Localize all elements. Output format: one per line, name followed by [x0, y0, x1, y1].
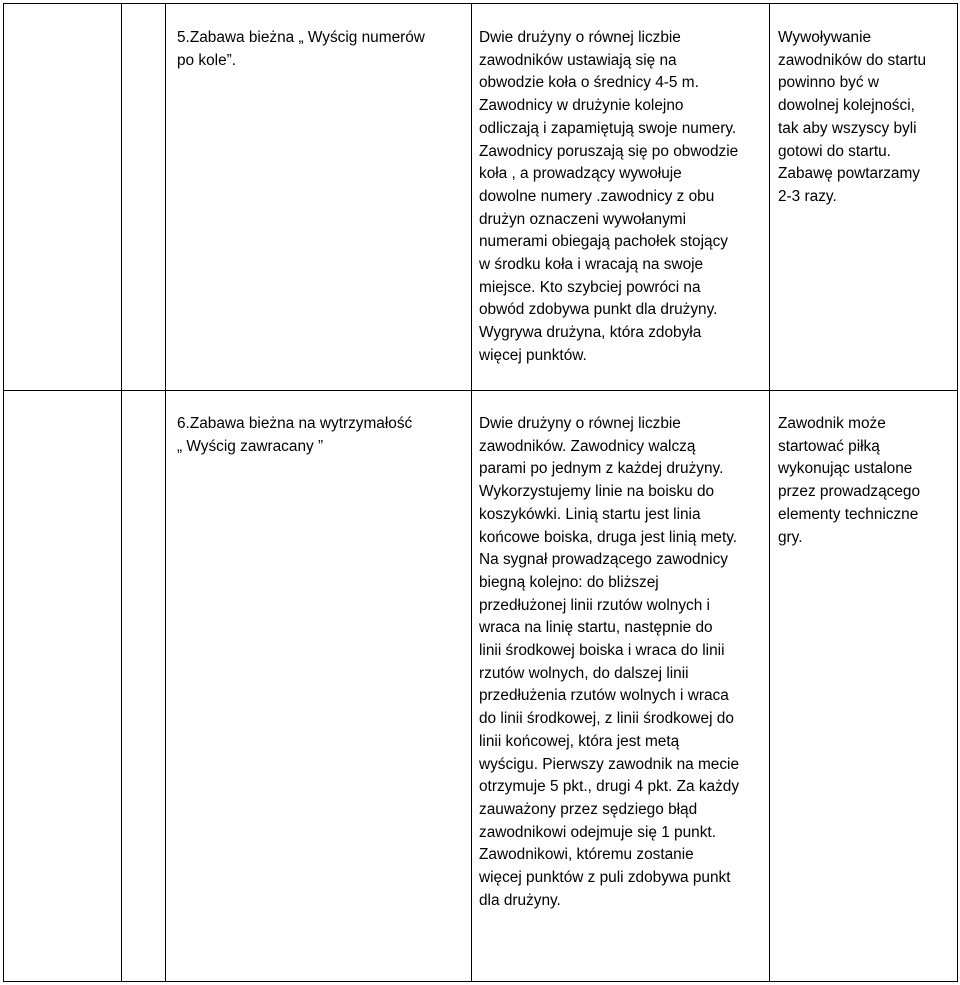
- table-top-border: [3, 3, 958, 4]
- column-divider-4: [769, 3, 770, 982]
- table-left-border: [3, 3, 4, 982]
- exercise-title: 6.Zabawa bieżna na wytrzymałość „ Wyścig zawracany ”: [177, 415, 413, 455]
- column-divider-1: [121, 3, 122, 982]
- exercise-notes: Wywoływanie zawodników do startu powinno być w dowolnej kolejności, tak aby wszyscy byli gotowi do startu. Zabawę powtarzamy 2-3 razy.: [778, 29, 926, 205]
- exercise-notes: Zawodnik może startować piłką wykonując ustalone przez prowadzącego elementy techniczne gry.: [778, 415, 921, 546]
- column-divider-3: [471, 3, 472, 982]
- exercise-description: Dwie drużyny o równej liczbie zawodników. Zawodnicy walczą parami po jednym z każdej drużyny. Wykorzystujemy linie na boisku do koszykówki. Linią startu jest linia końcowe boiska, druga jest linią mety. Na sygnał prowadzącego zawodnicy biegną kolejno: do bliższej przedłużonej linii rzutów wolnych i wraca na linię startu, następnie do linii środkowej boiska i wraca do linii rzutów wolnych, do dalszej linii przedłużenia rzutów wolnych i wraca do linii środkowej, z linii środkowej do linii końcowej, która jest metą wyścigu. Pierwszy zawodnik na mecie otrzymuje 5 pkt., drugi 4 pkt. Za każdy zauważony przez sędziego błąd zawodnikowi odejmuje się 1 punkt. Zawodnikowi, któremu zostanie więcej punktów z puli zdobywa punkt dla drużyny.: [479, 415, 740, 909]
- row-divider: [3, 390, 958, 391]
- exercise-description: Dwie drużyny o równej liczbie zawodników ustawiają się na obwodzie koła o średnicy 4-5 m. Zawodnicy w drużynie kolejno odliczają i zapamiętują swoje numery. Zawodnicy poruszają się po obwodzie koła , a prowadzący wywołuje dowolne numery .zawodnicy z obu drużyn oznaczeni wywołanymi numerami obiegają pachołek stojący w środku koła i wracają na swoje miejsce. Kto szybciej powróci na obwód zdobywa punkt dla drużyny. Wygrywa drużyna, która zdobyła więcej punktów.: [479, 29, 739, 364]
- column-divider-2: [165, 3, 166, 982]
- exercise-title: 5.Zabawa bieżna „ Wyścig numerów po kole”.: [177, 29, 425, 69]
- table-bottom-border: [3, 981, 958, 982]
- table-right-border: [957, 3, 958, 982]
